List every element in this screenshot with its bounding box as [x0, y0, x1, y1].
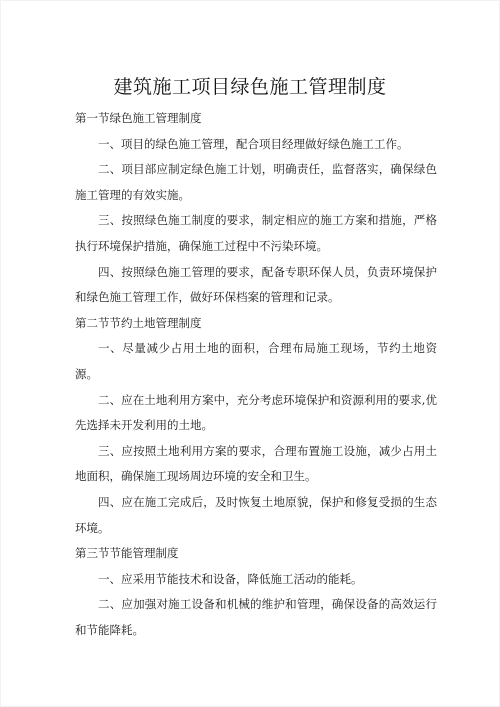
document-body [75, 106, 437, 643]
section-1 [75, 106, 437, 311]
section-3 [75, 541, 437, 643]
paragraph: 二、项目部应制定绿色施工计划，明确责任，监督落实，确保绿色施工管理的有效实施。 [75, 162, 437, 202]
section-heading: 第一节绿色施工管理制度 [75, 111, 202, 125]
paragraph: 一、项目的绿色施工管理，配合项目经理做好绿色施工工作。 [98, 136, 409, 151]
paragraph: 一、尽量减少占用土地的面积，合理布局施工现场，节约土地资源。 [75, 341, 437, 381]
section-heading: 第三节节能管理制度 [75, 546, 179, 561]
section-heading: 第二节节约土地管理制度 [75, 315, 202, 330]
paragraph: 三、按照绿色施工制度的要求，制定相应的施工方案和措施，严格执行环境保护措施，确保施工过程中不污染环境。 [75, 213, 437, 253]
paragraph: 四、应在施工完成后，及时恢复土地原貌，保护和修复受损的生态环境。 [75, 494, 437, 535]
document-title: 建筑施工项目绿色施工管理制度 [113, 76, 387, 98]
section-2 [75, 311, 437, 541]
paragraph: 二、应在土地利用方案中，充分考虑环境保护和资源利用的要求,优先选择未开发利用的土地。 [75, 392, 437, 433]
paragraph: 三、应按照土地利用方案的要求，合理布置施工设施，减少占用土地面积，确保施工现场周边环境的安全和卫生。 [75, 443, 437, 484]
paragraph: 四、按照绿色施工管理的要求，配备专职环保人员，负责环境保护和绿色施工管理工作，做好环保档案的管理和记录。 [75, 264, 437, 305]
paragraph: 一、应采用节能技术和设备，降低施工活动的能耗。 [98, 571, 363, 586]
paragraph: 二、应加强对施工设备和机械的维护和管理，确保设备的高效运行和节能降耗。 [75, 597, 437, 637]
